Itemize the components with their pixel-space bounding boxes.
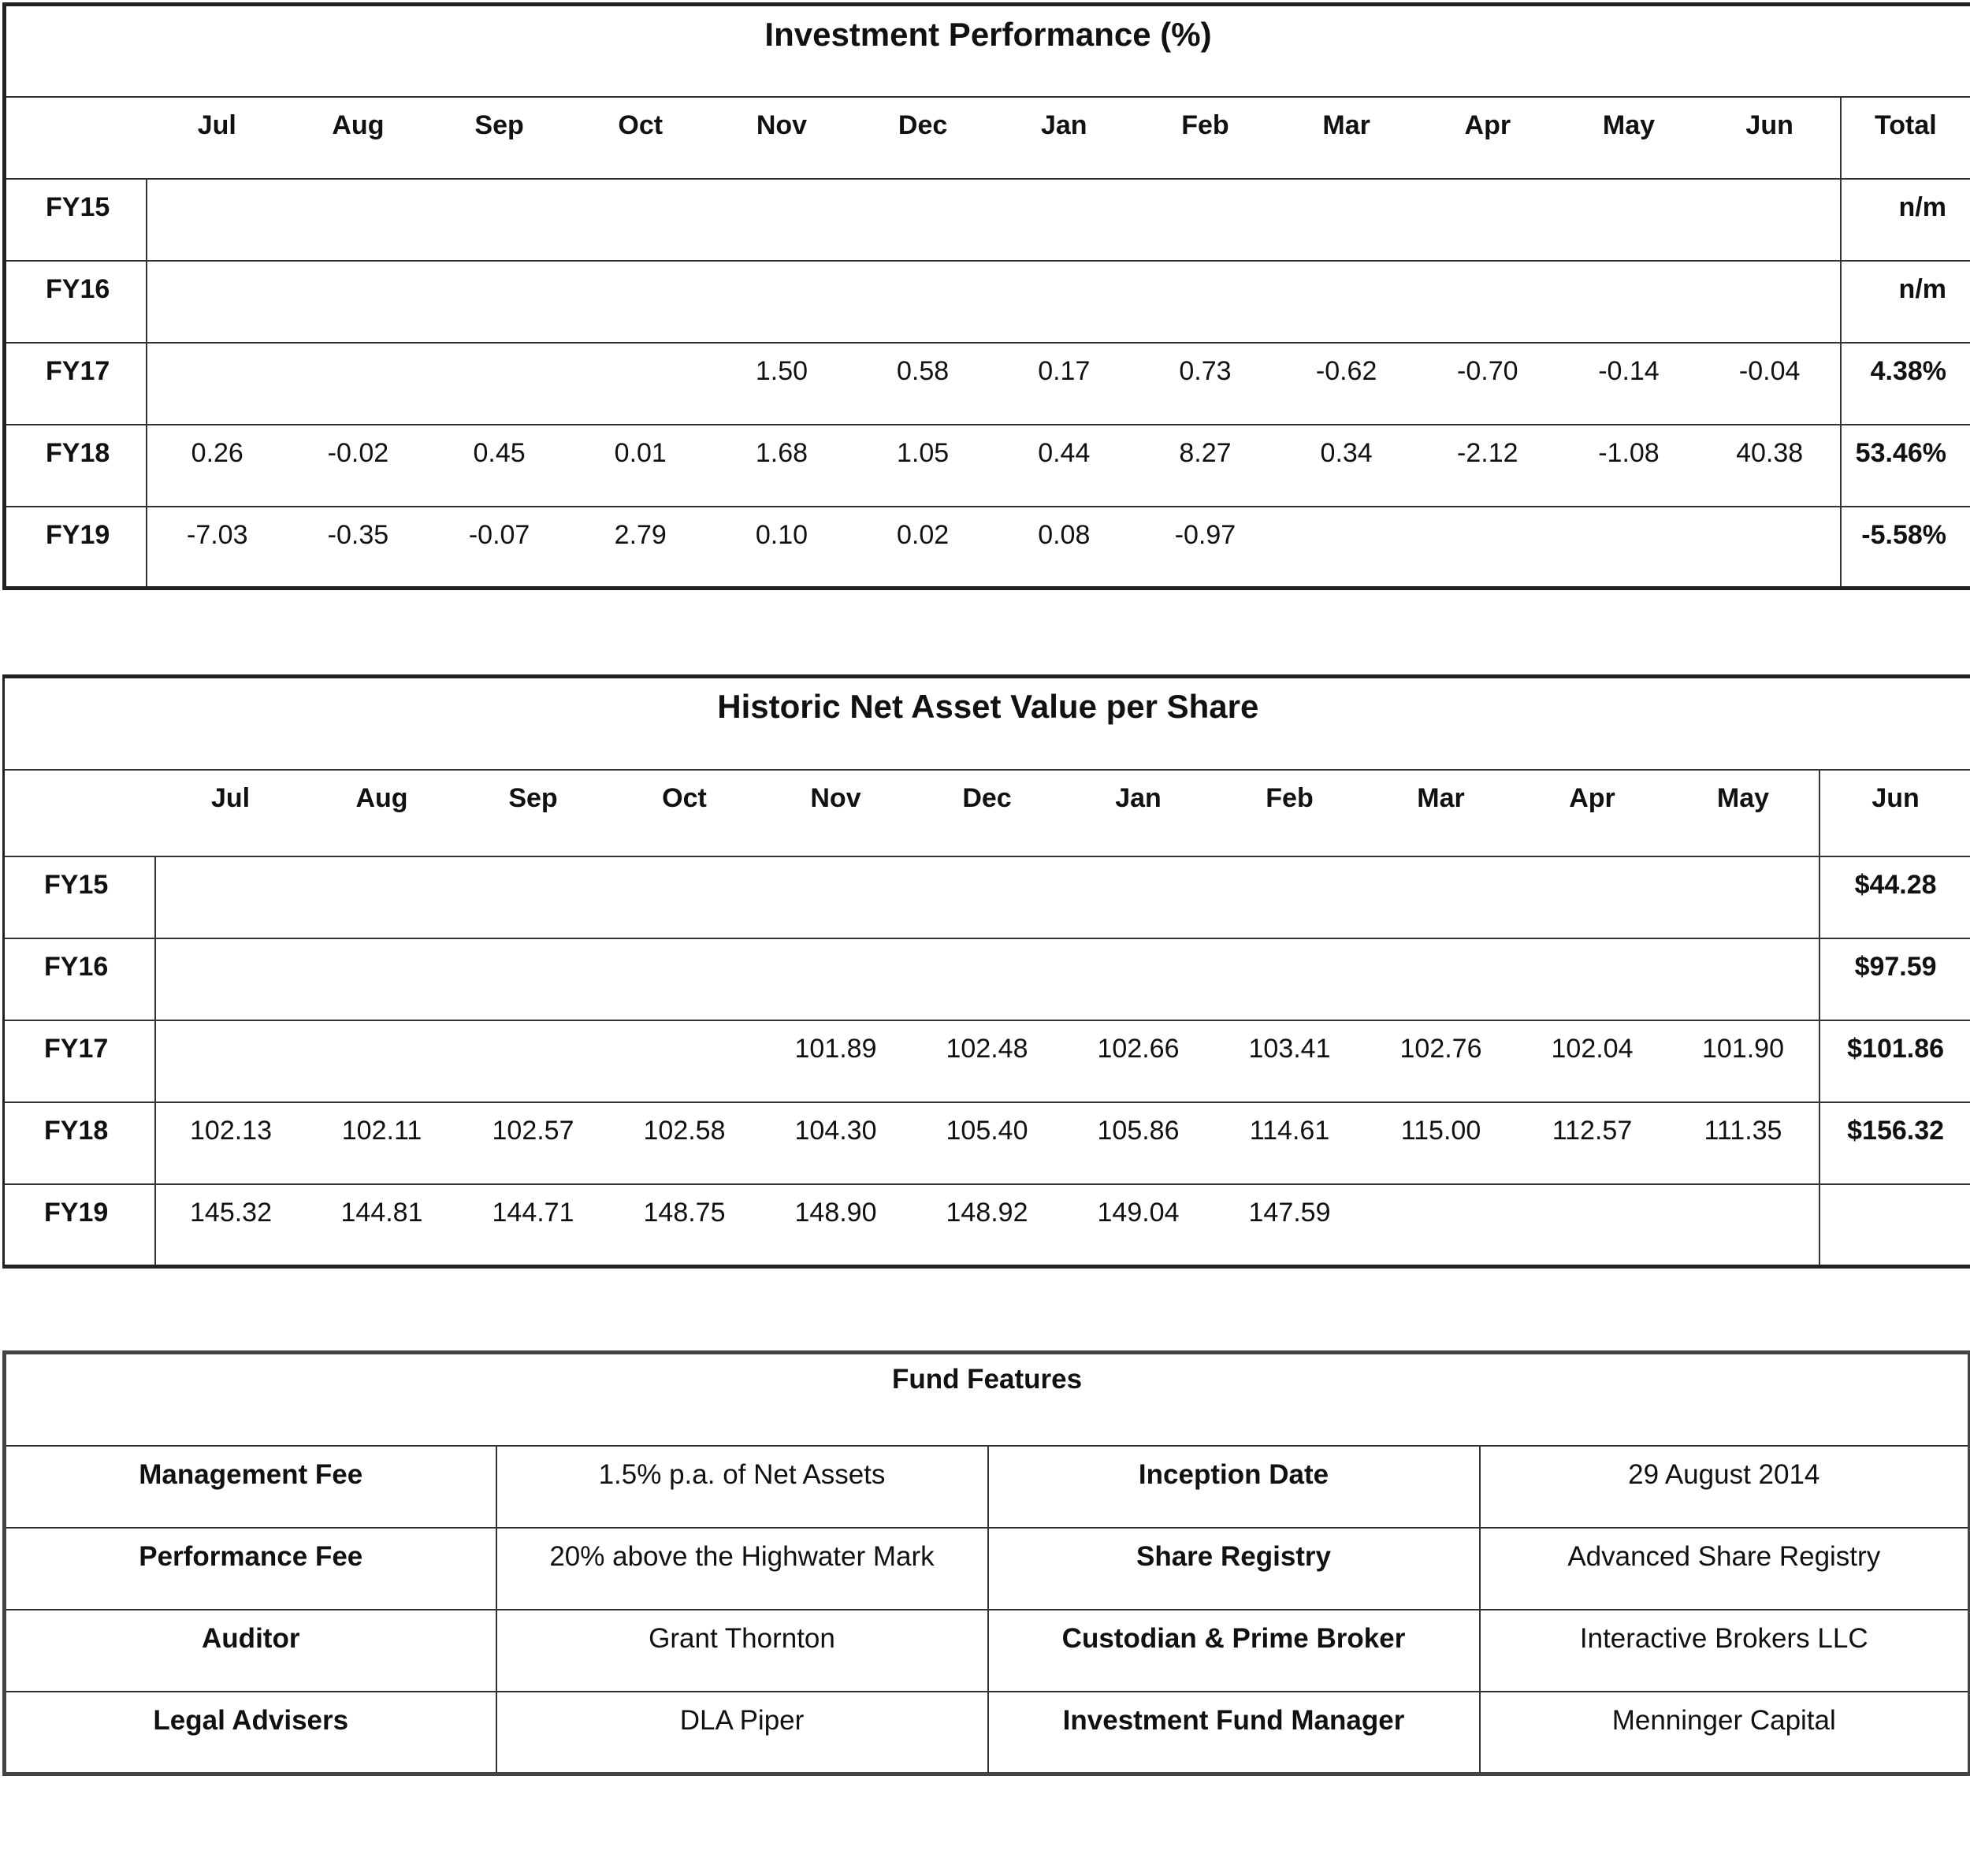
fiscal-year-label: FY19 [4,1184,155,1266]
feature-row [5,1446,1970,1528]
value-cell [609,938,760,1020]
value-cell [1063,938,1214,1020]
value-cell [1366,938,1517,1020]
value-cell: 144.71 [492,1198,574,1228]
month-header: Apr [1464,110,1511,140]
value-cell [1276,179,1417,261]
month-header: Nov [810,782,861,813]
value-cell: 0.26 [191,437,243,468]
feature-label: Auditor [202,1623,300,1655]
value-cell: 1.05 [897,437,950,468]
value-cell [1135,179,1276,261]
june-nav-cell: $44.28 [1819,856,1970,938]
value-cell: 101.89 [794,1034,877,1064]
historic-nav-title: Historic Net Asset Value per Share [717,688,1259,725]
feature-label: Performance Fee [139,1540,363,1572]
value-cell [1558,507,1699,589]
june-header: Jun [1819,770,1970,856]
value-cell [147,179,288,261]
header-corner [5,97,147,179]
value-cell: 102.11 [341,1116,422,1146]
june-nav-cell: $101.86 [1819,1020,1970,1102]
feature-label: Inception Date [988,1446,1480,1528]
value-cell [288,179,429,261]
month-header: Jun [1745,110,1793,140]
value-cell [458,938,609,1020]
value-cell [994,179,1135,261]
value-cell [307,856,458,938]
month-header: Nov [756,110,808,140]
value-cell [1700,507,1841,589]
fiscal-year-label: FY17 [4,1020,155,1102]
table-row [4,856,1970,938]
value-cell [1276,261,1417,343]
month-header: Oct [662,782,707,813]
month-header: Dec [962,782,1012,813]
fiscal-year-label: FY16 [4,938,155,1020]
value-cell: 0.34 [1320,437,1373,468]
feature-row [5,1692,1970,1774]
value-cell [1668,1184,1819,1266]
value-cell [1366,856,1517,938]
month-header: Oct [618,110,663,140]
value-cell: 0.73 [1179,355,1232,386]
month-header: Jul [210,782,251,813]
value-cell: 1.68 [755,437,808,468]
value-cell [1517,938,1668,1020]
value-cell: -2.12 [1457,437,1518,468]
table-row [5,179,1970,261]
value-cell: -0.97 [1174,519,1236,550]
feature-row [5,1528,1970,1610]
feature-label: Legal Advisers [153,1705,349,1737]
value-cell [853,179,994,261]
value-cell [1558,179,1699,261]
total-cell: 4.38% [1841,343,1970,425]
feature-label: Investment Fund Manager [988,1692,1480,1774]
value-cell: 148.90 [794,1198,877,1228]
june-nav-cell [1819,1184,1970,1266]
value-cell [1063,856,1214,938]
value-cell [711,261,852,343]
value-cell: -7.03 [187,519,248,550]
investment-performance-table [2,2,1970,590]
feature-value: Menninger Capital [1480,1692,1970,1774]
value-cell: 0.08 [1038,519,1091,550]
month-header: Feb [1266,782,1314,813]
month-header: May [1602,110,1656,140]
value-cell: -0.62 [1315,355,1377,386]
total-cell: -5.58% [1841,507,1970,589]
value-cell [1668,938,1819,1020]
month-header: Aug [355,782,408,813]
month-header: Apr [1569,782,1615,813]
value-cell [853,261,994,343]
feature-value: Interactive Brokers LLC [1480,1610,1970,1692]
table-row [4,1184,1970,1266]
month-header: Dec [898,110,948,140]
feature-value: Advanced Share Registry [1480,1528,1970,1610]
june-nav-cell: $156.32 [1819,1102,1970,1184]
feature-label: Management Fee [139,1458,363,1490]
value-cell: 102.66 [1097,1034,1180,1064]
value-cell [429,179,570,261]
value-cell [1700,261,1841,343]
value-cell: -1.08 [1598,437,1660,468]
historic-nav-table [2,674,1970,1269]
value-cell: 148.92 [946,1198,1028,1228]
value-cell: 2.79 [614,519,667,550]
month-header: Jan [1040,110,1087,140]
value-cell [1214,938,1366,1020]
value-cell: 111.35 [1704,1116,1782,1146]
value-cell [155,856,307,938]
value-cell: 105.40 [946,1116,1028,1146]
fund-features-title: Fund Features [891,1364,1083,1395]
value-cell [609,1020,760,1102]
month-header: Mar [1322,110,1370,140]
value-cell: 102.76 [1399,1034,1482,1064]
value-cell [711,179,852,261]
month-header: Jul [197,110,236,140]
table-row [4,1020,1970,1102]
value-cell: 0.10 [755,519,808,550]
value-cell: -0.70 [1457,355,1518,386]
value-cell: 115.00 [1400,1116,1481,1146]
table-row [5,425,1970,507]
value-cell [288,261,429,343]
value-cell: 0.45 [473,437,526,468]
feature-row [5,1610,1970,1692]
table-row [5,507,1970,589]
value-cell [912,856,1063,938]
fund-features-table [2,1350,1970,1776]
feature-value: 29 August 2014 [1480,1446,1970,1528]
value-cell: -0.04 [1738,355,1801,386]
value-cell: 104.30 [794,1116,877,1146]
value-cell [147,343,288,425]
value-cell: 0.17 [1038,355,1091,386]
feature-value: Grant Thornton [496,1610,988,1692]
month-header: Mar [1417,782,1465,813]
feature-value: DLA Piper [496,1692,988,1774]
feature-label: Share Registry [988,1528,1480,1610]
value-cell [155,938,307,1020]
table-row [5,343,1970,425]
value-cell: -0.14 [1598,355,1660,386]
value-cell [429,261,570,343]
value-cell [609,856,760,938]
value-cell [155,1020,307,1102]
value-cell: 101.90 [1702,1034,1784,1064]
value-cell: 112.57 [1552,1116,1633,1146]
value-cell: 148.75 [643,1198,726,1228]
value-cell [1135,261,1276,343]
fiscal-year-label: FY15 [4,856,155,938]
value-cell [994,261,1135,343]
fiscal-year-label: FY15 [5,179,147,261]
value-cell [570,343,711,425]
value-cell: 102.04 [1551,1034,1634,1064]
value-cell [307,938,458,1020]
value-cell: 114.61 [1249,1116,1330,1146]
value-cell: 103.41 [1248,1034,1331,1064]
value-cell: 147.59 [1248,1198,1331,1228]
value-cell: 0.01 [614,437,667,468]
total-cell: n/m [1841,261,1970,343]
value-cell: -0.35 [327,519,389,550]
value-cell: 102.13 [190,1116,272,1146]
value-cell: 105.86 [1097,1116,1180,1146]
value-cell: 102.58 [643,1116,726,1146]
value-cell [1668,856,1819,938]
value-cell [147,261,288,343]
table-row [4,1102,1970,1184]
fiscal-year-label: FY18 [5,425,147,507]
month-header: Feb [1181,110,1229,140]
value-cell: 40.38 [1736,437,1804,468]
value-cell: 0.58 [897,355,950,386]
value-cell [1517,856,1668,938]
value-cell: 1.50 [755,355,808,386]
value-cell [307,1020,458,1102]
month-header: Jan [1115,782,1162,813]
value-cell: 102.48 [946,1034,1028,1064]
total-cell: 53.46% [1841,425,1970,507]
value-cell [760,938,912,1020]
month-header: May [1716,782,1770,813]
value-cell: 8.27 [1179,437,1232,468]
value-cell [570,179,711,261]
value-cell: 149.04 [1097,1198,1180,1228]
table-row [4,938,1970,1020]
month-header: Sep [508,782,558,813]
feature-value: 20% above the Highwater Mark [496,1528,988,1610]
value-cell [1366,1184,1517,1266]
value-cell [1214,856,1366,938]
value-cell [1417,507,1558,589]
feature-value: 1.5% p.a. of Net Assets [496,1446,988,1528]
fiscal-year-label: FY17 [5,343,147,425]
value-cell: -0.02 [327,437,389,468]
value-cell: 0.44 [1038,437,1091,468]
total-header: Total [1841,97,1970,179]
header-corner [4,770,155,856]
value-cell [429,343,570,425]
value-cell: -0.07 [468,519,530,550]
june-nav-cell: $97.59 [1819,938,1970,1020]
total-cell: n/m [1841,179,1970,261]
value-cell [1417,179,1558,261]
value-cell [1276,507,1417,589]
feature-label: Custodian & Prime Broker [988,1610,1480,1692]
value-cell [760,856,912,938]
value-cell [570,261,711,343]
month-header: Sep [474,110,524,140]
value-cell [458,1020,609,1102]
value-cell: 145.32 [190,1198,272,1228]
value-cell [1417,261,1558,343]
value-cell: 102.57 [492,1116,574,1146]
value-cell [1558,261,1699,343]
value-cell [912,938,1063,1020]
value-cell: 0.02 [897,519,950,550]
value-cell [1700,179,1841,261]
fiscal-year-label: FY16 [5,261,147,343]
value-cell [1517,1184,1668,1266]
table-row [5,261,1970,343]
value-cell: 144.81 [340,1198,423,1228]
investment-performance-title: Investment Performance (%) [764,16,1212,53]
value-cell [288,343,429,425]
fiscal-year-label: FY18 [4,1102,155,1184]
value-cell [458,856,609,938]
month-header: Aug [332,110,385,140]
fiscal-year-label: FY19 [5,507,147,589]
